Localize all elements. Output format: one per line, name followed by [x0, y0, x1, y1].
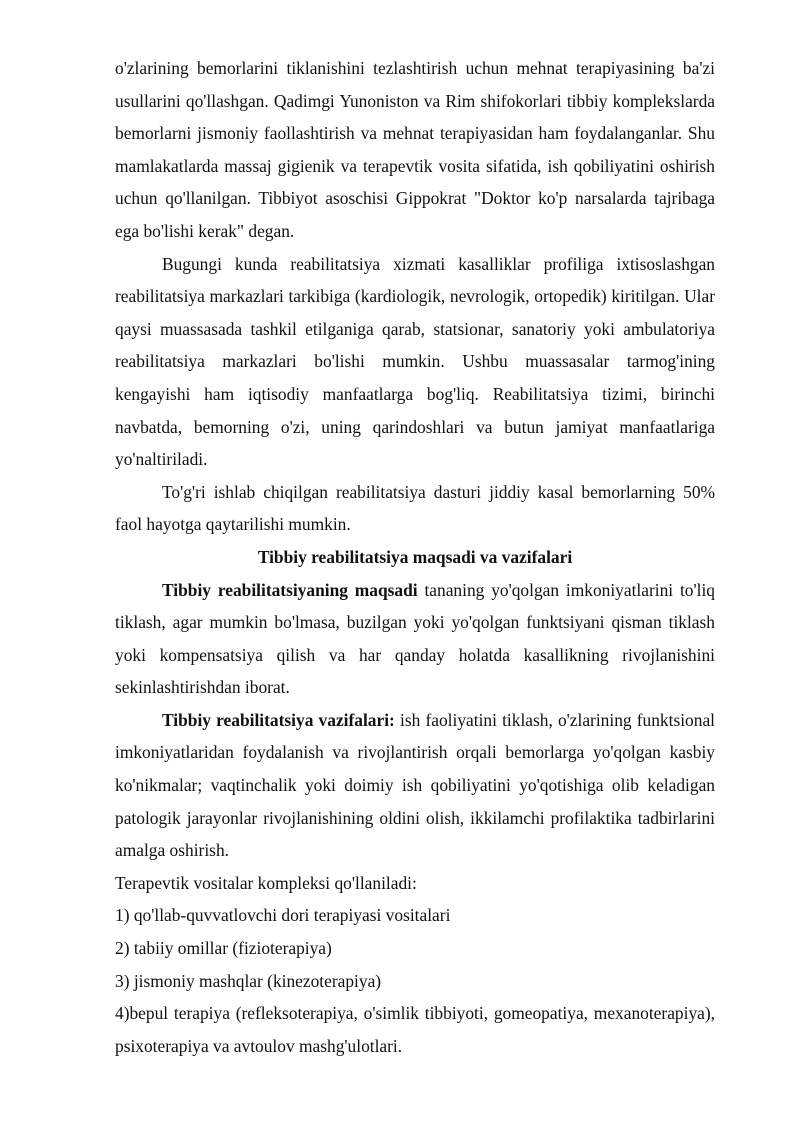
- paragraph-rehab-service: Bugungi kunda reabilitatsiya xizmati kasalliklar profiliga ixtisoslashgan reabilitatsiya markazlari tarkibiga (kardiologik, nevrologik, ortopedik) kiritilgan. Ular qaysi muassasada tashkil etilganiga qarab, statsionar, sanatoriy yoki ambulatoriya reabilitatsiya markazlari bo'lishi mumkin. Ushbu muassasalar tarmog'ining kengayishi ham iqtisodiy manfaatlarga bog'liq. Reabilitatsiya tizimi, birinchi navbatda, bemorning o'zi, uning qarindoshlari va butun jamiyat manfaatlariga yo'naltiriladi.: [115, 253, 715, 470]
- tasks-text: ish faoliyatini tiklash, o'zlarining funktsional imkoniyatlaridan foydalanish va rivojlantirish orqali bemorlarga yo'qolgan kasbiy ko'nikmalar; vaqtinchalik yoki doimiy ish qobiliyatini yo'qotishiga olib keladigan patologik jarayonlar rivojlanishining oldini olish, ikkilamchi profilaktika tadbirlarini amalga oshirish.: [115, 709, 716, 861]
- list-item: 1) qo'llab-quvvatlovchi dori terapiyasi vositalari: [115, 905, 451, 926]
- goal-label: Tibbiy reabilitatsiyaning maqsadi: [162, 579, 418, 600]
- section-heading: Tibbiy reabilitatsiya maqsadi va vazifalari: [257, 546, 573, 567]
- paragraph-program: To'g'ri ishlab chiqilgan reabilitatsiya dasturi jiddiy kasal bemorlarning 50% faol hayotga qaytarilishi mumkin.: [115, 481, 715, 535]
- therapy-list: [115, 899, 715, 1062]
- document-page: [115, 52, 715, 1062]
- list-item: 4)bepul terapiya (refleksoterapiya, o'simlik tibbiyoti, gomeopatiya, mexanoterapiya), psixoterapiya va avtoulov mashg'ulotlari.: [115, 1003, 715, 1056]
- paragraph-goal: [115, 574, 715, 704]
- list-item: 3) jismoniy mashqlar (kinezoterapiya): [115, 970, 382, 991]
- list-item: 2) tabiiy omillar (fizioterapiya): [115, 938, 332, 959]
- therapy-intro: Terapevtik vositalar kompleksi qo'llaniladi:: [115, 872, 417, 893]
- goal-text: tananing yo'qolgan imkoniyatlarini to'liq tiklash, agar mumkin bo'lmasa, buzilgan yoki yo'qolgan funktsiyani qisman tiklash yoki kompensatsiya qilish va har qanday holatda kasallikning rivojlanishini sekinlashtirishdan iborat.: [115, 579, 715, 698]
- paragraph-tasks: [115, 704, 715, 867]
- tasks-label: Tibbiy reabilitatsiya vazifalari:: [162, 709, 395, 730]
- paragraph-history: o'zlarining bemorlarini tiklanishini tezlashtirish uchun mehnat terapiyasining ba'zi usullarini qo'llashgan. Qadimgi Yunoniston va Rim shifokorlari tibbiy komplekslarda bemorlarni jismoniy faollashtirish va mehnat terapiyasidan ham foydalanganlar. Shu mamlakatlarda massaj gigienik va terapevtik vosita sifatida, ish qobiliyatini oshirish uchun qo'llanilgan. Tibbiyot asoschisi Gippokrat "Doktor ko'p narsalarda tajribaga ega bo'lishi kerak" degan.: [115, 58, 715, 241]
